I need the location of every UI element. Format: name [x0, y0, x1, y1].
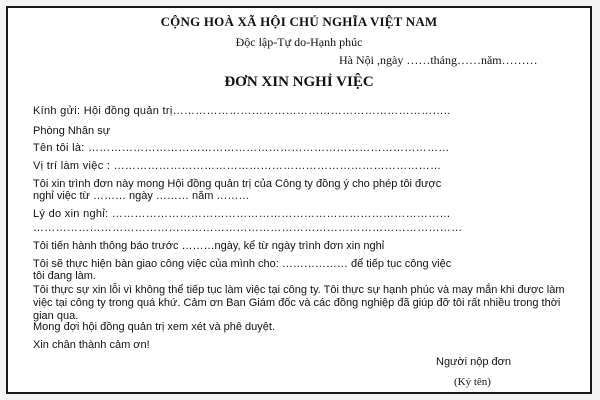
signature-note: (Ký tên) [454, 376, 491, 388]
motto: Độc lập-Tự do-Hạnh phúc [235, 35, 363, 49]
reason-dots-line: …………………………………………………………………………………………………… [33, 222, 463, 234]
resignation-letter [6, 6, 592, 394]
thanks-line: Xin chân thành cảm ơn! [33, 339, 150, 351]
handover-line-1: Tôi sẽ thực hiện bàn giao công việc của mình cho: ……………… để tiếp tục công việc [33, 258, 452, 270]
position-line: Vị trí làm việc : …………………………………………………………………………… [33, 160, 442, 172]
dateline: Hà Nội ,ngày ……tháng……năm……… [339, 53, 538, 67]
document-title: ĐƠN XIN NGHỈ VIỆC [224, 74, 374, 90]
name-line: Tên tôi là: …………………………………………………………………………………… [33, 142, 450, 154]
department-line: Phòng Nhân sự [33, 125, 111, 137]
signer-label: Người nộp đơn [436, 356, 511, 368]
apology-paragraph: Tôi thực sự xin lỗi vì không thể tiếp tục làm việc tại công ty. Tôi thực sự hạnh phúc và may mắn khi được làm việc tại công ty trong quá khứ. Cảm ơn Ban Giám đốc và các đồng nghiệp đã giúp đỡ tôi rất nhiều trong thời gian qua. [33, 284, 565, 322]
approval-line: Mong đợi hội đồng quản trị xem xét và phê duyệt. [33, 321, 276, 333]
recipient-line: Kính gửi: Hội đồng quản trị……………………………………………………………….. [33, 105, 451, 117]
request-line-2: nghỉ việc từ ……… ngày ……… năm ……… [33, 190, 250, 202]
request-line-1: Tôi xin trình đơn này mong Hội đồng quản trị của Công ty đồng ý cho phép tôi được [33, 178, 442, 190]
notice-line: Tôi tiến hành thông báo trước ………ngày, kể từ ngày trình đơn xin nghỉ [33, 240, 385, 252]
national-title: CỘNG HOÀ XÃ HỘI CHỦ NGHĨA VIỆT NAM [160, 14, 438, 29]
handover-line-2: tôi đang làm. [33, 270, 96, 282]
reason-line: Lý do xin nghỉ: ……………………………………………………………………………… [33, 208, 451, 220]
